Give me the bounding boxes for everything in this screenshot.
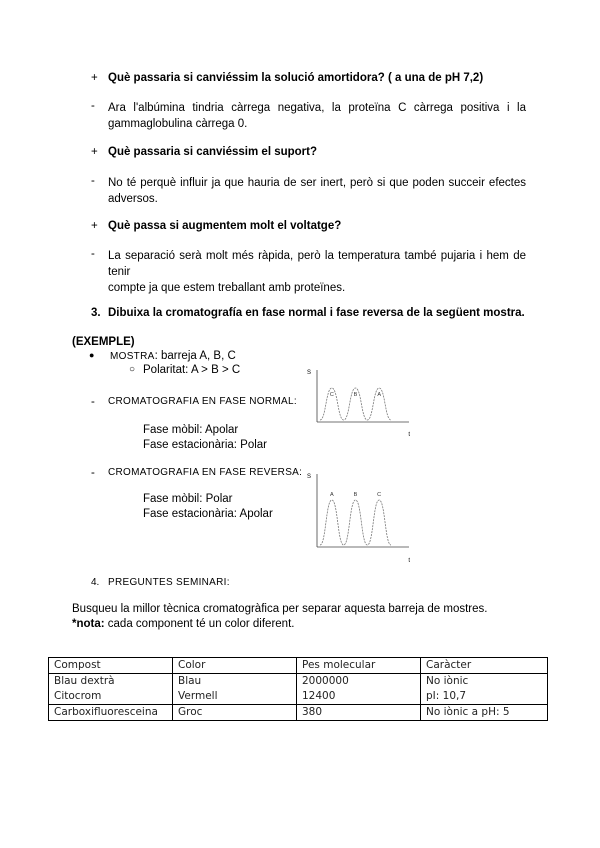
table-cell <box>49 705 173 721</box>
section-3-number: 3. <box>91 307 101 319</box>
answer-2 <box>108 175 526 207</box>
peak-label: A <box>329 492 334 498</box>
answer-line: Ara l'albúmina tindria càrrega negativa, la proteïna C càrrega positiva i la <box>108 102 526 114</box>
plus-marker: + <box>91 146 98 158</box>
cell-line: 12400 <box>302 690 336 702</box>
y-axis-label: S <box>307 474 312 480</box>
section-4-number: 4. <box>91 577 100 588</box>
answer-1 <box>108 100 526 132</box>
table-cell <box>297 674 421 705</box>
polaritat-line: Polaritat: A > B > C <box>143 364 241 376</box>
peak-label: B <box>353 392 358 398</box>
cell-line: pI: 10,7 <box>426 690 467 702</box>
mostra-label: MOSTRA <box>110 351 155 362</box>
peak-label: B <box>353 492 358 498</box>
cell-line: Carboxifluoresceina <box>54 706 158 718</box>
nota-line <box>72 618 294 630</box>
dash-marker: - <box>91 248 95 260</box>
cell-line: Vermell <box>178 690 218 702</box>
table-header-row <box>49 658 548 674</box>
table-cell <box>297 705 421 721</box>
normal-mobil: Fase mòbil: Apolar <box>143 424 239 436</box>
question-3: Què passa si augmentem molt el voltatge? <box>108 220 342 232</box>
reversa-mobil: Fase mòbil: Polar <box>143 493 233 505</box>
dash-marker: - <box>91 100 95 112</box>
table-cell <box>421 674 548 705</box>
table-cell <box>49 674 173 705</box>
answer-line: La separació serà molt més ràpida, però la temperatura també pujaria i hem de tenir <box>108 250 526 278</box>
normal-estacionaria: Fase estacionària: Polar <box>143 439 268 451</box>
peak-label: A <box>377 392 382 398</box>
normal-heading: CROMATOGRAFIA EN FASE NORMAL: <box>108 396 297 407</box>
answer-3 <box>108 248 526 296</box>
cell-line: 2000000 <box>302 675 349 687</box>
table-row <box>49 674 548 705</box>
peak-label: C <box>329 392 334 398</box>
example-label: (EXEMPLE) <box>72 336 135 348</box>
signal-line <box>320 500 391 545</box>
answer-line: No té perquè influir ja que hauria de ser inert, però si que poden succeir efectes <box>108 177 526 189</box>
mostra-line <box>110 350 236 362</box>
cell-line: Citocrom <box>54 690 102 702</box>
plus-marker: + <box>91 220 98 232</box>
table-cell <box>173 705 297 721</box>
table-cell <box>173 674 297 705</box>
cell-line: No iònic <box>426 675 469 687</box>
compound-table <box>48 657 548 721</box>
x-axis-label: t <box>408 558 410 564</box>
bullet-marker: ● <box>89 350 95 360</box>
chromatogram-normal <box>305 366 415 440</box>
busqueu-text: Busqueu la millor tècnica cromatogràfica per separar aquesta barreja de mostres. <box>72 603 488 615</box>
mostra-rest: : barreja A, B, C <box>154 350 236 362</box>
nota-text: cada component té un color diferent. <box>104 618 295 630</box>
peak-label: C <box>377 492 382 498</box>
table-row <box>49 705 548 721</box>
reversa-estacionaria: Fase estacionària: Apolar <box>143 508 273 520</box>
question-1: Què passaria si canviéssim la solució amortidora? ( a una de pH 7,2) <box>108 72 484 84</box>
section-3-title: Dibuixa la cromatografía en fase normal i fase reversa de la següent mostra. <box>108 307 525 319</box>
table-cell <box>421 705 548 721</box>
cell-line: Groc <box>178 706 203 718</box>
y-axis-label: S <box>307 370 312 376</box>
reversa-heading: CROMATOGRAFIA EN FASE REVERSA: <box>108 467 303 478</box>
question-2: Què passaria si canviéssim el suport? <box>108 146 318 158</box>
cell-line: Blau <box>178 675 202 687</box>
header-compost: Compost <box>49 658 173 674</box>
nota-label: *nota: <box>72 618 105 630</box>
cell-line: Blau dextrà <box>54 675 115 687</box>
dash-marker: - <box>91 467 95 479</box>
plus-marker: + <box>91 72 98 84</box>
answer-line: compte ja que estem treballant amb proteïnes. <box>108 282 346 294</box>
circle-marker: ○ <box>129 364 136 375</box>
cell-line: No iònic a pH: 5 <box>426 706 510 718</box>
header-pes-molecular: Pes molecular <box>297 658 421 674</box>
dash-marker: - <box>91 175 95 187</box>
chromatogram-reverse <box>305 470 415 566</box>
header-color: Color <box>173 658 297 674</box>
header-caracter: Caràcter <box>421 658 548 674</box>
answer-line: adversos. <box>108 193 158 205</box>
section-4-title: PREGUNTES SEMINARI: <box>108 577 230 588</box>
x-axis-label: t <box>408 432 410 438</box>
dash-marker: - <box>91 396 95 408</box>
cell-line: 380 <box>302 706 323 718</box>
answer-line: gammaglobulina càrrega 0. <box>108 118 248 130</box>
